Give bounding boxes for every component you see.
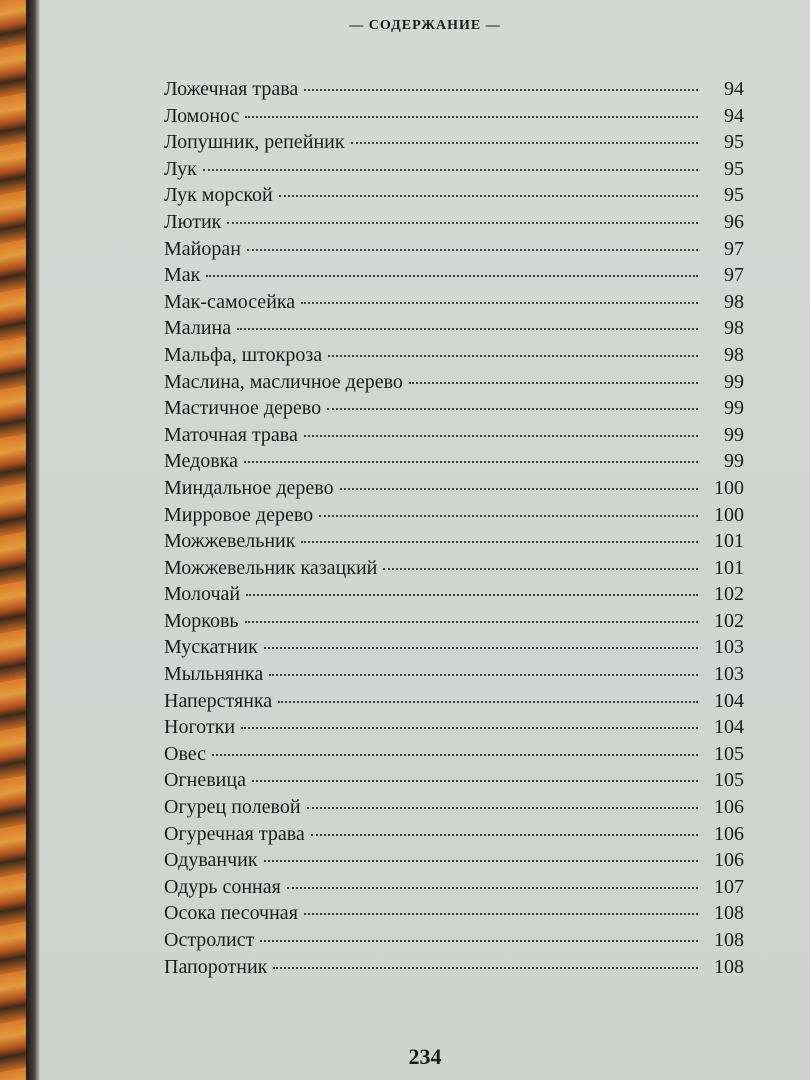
toc-entry-page: 106 bbox=[714, 796, 744, 819]
toc-entry bbox=[164, 555, 744, 582]
dot-leader bbox=[307, 807, 698, 809]
toc-entry-title: Одурь сонная bbox=[164, 875, 281, 898]
toc-entry-page: 94 bbox=[724, 78, 744, 100]
toc-entry-page: 95 bbox=[724, 157, 744, 180]
toc-entry-title: Мак bbox=[164, 264, 201, 287]
toc-entry bbox=[164, 847, 744, 874]
dot-leader bbox=[264, 647, 698, 649]
toc-entry-page: 103 bbox=[714, 636, 744, 659]
toc-entry-page: 99 bbox=[724, 450, 744, 473]
toc-entry-title: Огуречная трава bbox=[164, 822, 305, 845]
dot-leader bbox=[304, 89, 698, 91]
dot-leader bbox=[206, 275, 698, 277]
toc-entry-title: Остролист bbox=[164, 929, 255, 951]
toc-entry-page: 100 bbox=[714, 503, 744, 526]
dot-leader bbox=[301, 541, 698, 543]
toc-entry bbox=[164, 821, 744, 848]
toc-entry-page: 102 bbox=[714, 583, 744, 606]
dot-leader bbox=[252, 780, 698, 782]
toc-entry-title: Одуванчик bbox=[164, 849, 258, 872]
toc-entry bbox=[164, 395, 744, 422]
dot-leader bbox=[409, 382, 698, 384]
toc-entry-title: Мак-самосейка bbox=[164, 290, 296, 313]
toc-entry-title: Лопушник, репейник bbox=[164, 131, 345, 154]
dot-leader bbox=[340, 488, 698, 490]
toc-entry-page: 99 bbox=[724, 397, 744, 420]
toc-entry-page: 108 bbox=[714, 902, 744, 925]
toc-entry-page: 102 bbox=[714, 609, 744, 632]
toc-entry bbox=[164, 634, 744, 661]
toc-entry bbox=[164, 714, 744, 741]
toc-entry bbox=[164, 342, 744, 369]
toc-entry bbox=[164, 369, 744, 396]
toc-entry-title: Майоран bbox=[164, 237, 241, 260]
toc-entry-title: Папоротник bbox=[164, 955, 268, 978]
toc-entry bbox=[164, 661, 744, 688]
toc-entry-title: Мастичное дерево bbox=[164, 397, 322, 420]
toc-entry-title: Осока песочная bbox=[164, 902, 298, 925]
dot-leader bbox=[287, 887, 698, 889]
toc-entry-page: 106 bbox=[714, 822, 744, 845]
toc-entry-title: Можжевельник казацкий bbox=[164, 556, 378, 579]
dot-leader bbox=[203, 169, 698, 171]
dot-leader bbox=[278, 701, 698, 703]
toc-entry bbox=[164, 182, 744, 209]
table-of-contents bbox=[164, 76, 744, 980]
toc-entry-page: 95 bbox=[724, 184, 744, 207]
toc-entry bbox=[164, 927, 744, 954]
toc-entry bbox=[164, 767, 744, 794]
toc-entry-page: 98 bbox=[724, 317, 744, 340]
running-head: — СОДЕРЖАНИЕ — bbox=[349, 18, 501, 33]
toc-entry bbox=[164, 448, 744, 475]
toc-entry-page: 104 bbox=[714, 716, 744, 739]
toc-entry-page: 105 bbox=[714, 769, 744, 792]
toc-entry-title: Лук bbox=[164, 157, 197, 180]
toc-entry-page: 97 bbox=[724, 264, 744, 287]
dot-leader bbox=[237, 328, 698, 330]
dot-leader bbox=[304, 435, 698, 437]
toc-entry-title: Огурец полевой bbox=[164, 796, 301, 819]
toc-entry-page: 100 bbox=[714, 476, 744, 499]
toc-entry-page: 99 bbox=[724, 423, 744, 446]
toc-entry bbox=[164, 794, 744, 821]
dot-leader bbox=[279, 195, 698, 197]
toc-entry-title: Лук морской bbox=[164, 184, 273, 207]
dot-leader bbox=[212, 754, 698, 756]
toc-entry-page: 105 bbox=[714, 742, 744, 765]
book-page bbox=[40, 0, 810, 1080]
toc-entry-page: 107 bbox=[714, 875, 744, 898]
toc-entry bbox=[164, 528, 744, 555]
dot-leader bbox=[351, 142, 698, 144]
dot-leader bbox=[328, 355, 698, 357]
toc-entry bbox=[164, 236, 744, 263]
toc-entry bbox=[164, 422, 744, 449]
toc-entry-title: Наперстянка bbox=[164, 689, 273, 712]
toc-entry bbox=[164, 608, 744, 635]
toc-entry bbox=[164, 874, 744, 901]
toc-entry-title: Ломонос bbox=[164, 104, 240, 127]
toc-entry-title: Мускатник bbox=[164, 636, 258, 659]
toc-entry bbox=[164, 262, 744, 289]
toc-entry-title: Огневица bbox=[164, 769, 246, 792]
toc-entry bbox=[164, 954, 744, 981]
toc-entry bbox=[164, 475, 744, 502]
dot-leader bbox=[241, 727, 698, 729]
dot-leader bbox=[304, 913, 698, 915]
toc-entry-title: Морковь bbox=[164, 609, 239, 632]
toc-entry-title: Мыльнянка bbox=[164, 663, 264, 686]
toc-entry-title: Овес bbox=[164, 742, 207, 765]
toc-entry bbox=[164, 900, 744, 927]
toc-entry bbox=[164, 209, 744, 236]
dot-leader bbox=[273, 967, 698, 969]
dot-leader bbox=[319, 515, 698, 517]
toc-entry bbox=[164, 289, 744, 316]
toc-entry-page: 101 bbox=[714, 530, 744, 553]
toc-entry bbox=[164, 103, 744, 130]
dot-leader bbox=[327, 408, 698, 410]
dot-leader bbox=[383, 568, 698, 570]
toc-entry-title: Мальфа, штокроза bbox=[164, 343, 323, 366]
toc-entry-page: 108 bbox=[714, 929, 744, 951]
dot-leader bbox=[227, 222, 698, 224]
toc-entry-title: Мирровое дерево bbox=[164, 503, 314, 526]
toc-entry-page: 94 bbox=[724, 104, 744, 127]
toc-entry-page: 108 bbox=[714, 955, 744, 978]
toc-entry bbox=[164, 502, 744, 529]
toc-entry bbox=[164, 581, 744, 608]
dot-leader bbox=[260, 940, 698, 942]
toc-entry-page: 96 bbox=[724, 210, 744, 233]
dot-leader bbox=[269, 674, 698, 676]
toc-entry bbox=[164, 315, 744, 342]
dot-leader bbox=[264, 860, 698, 862]
toc-entry bbox=[164, 688, 744, 715]
page-number: 234 bbox=[408, 1044, 442, 1069]
dot-leader bbox=[311, 834, 698, 836]
dot-leader bbox=[301, 302, 698, 304]
toc-entry-title: Миндальное дерево bbox=[164, 476, 334, 499]
toc-entry-title: Лютик bbox=[164, 210, 222, 233]
toc-entry-page: 98 bbox=[724, 290, 744, 313]
toc-entry bbox=[164, 741, 744, 768]
toc-entry-title: Можжевельник bbox=[164, 530, 296, 553]
toc-entry-page: 98 bbox=[724, 343, 744, 366]
toc-entry-page: 104 bbox=[714, 689, 744, 712]
toc-entry-title: Маслина, масличное дерево bbox=[164, 370, 403, 393]
toc-entry-page: 99 bbox=[724, 370, 744, 393]
dot-leader bbox=[247, 249, 698, 251]
toc-entry-title: Медовка bbox=[164, 450, 239, 473]
dot-leader bbox=[245, 116, 698, 118]
toc-entry-page: 95 bbox=[724, 131, 744, 154]
toc-entry-title: Молочай bbox=[164, 583, 241, 606]
toc-entry-page: 106 bbox=[714, 849, 744, 872]
toc-entry-title: Ложечная трава bbox=[164, 78, 299, 100]
toc-entry-page: 103 bbox=[714, 663, 744, 686]
dot-leader bbox=[244, 461, 698, 463]
toc-entry-title: Маточная трава bbox=[164, 423, 298, 446]
toc-entry-page: 101 bbox=[714, 556, 744, 579]
toc-entry-page: 97 bbox=[724, 237, 744, 260]
dot-leader bbox=[245, 621, 698, 623]
toc-entry-title: Ноготки bbox=[164, 716, 236, 739]
toc-entry bbox=[164, 156, 744, 183]
spine-shadow bbox=[26, 0, 40, 1080]
toc-entry bbox=[164, 129, 744, 156]
toc-entry-title: Малина bbox=[164, 317, 232, 340]
toc-entry bbox=[164, 76, 744, 103]
dot-leader bbox=[246, 594, 698, 596]
